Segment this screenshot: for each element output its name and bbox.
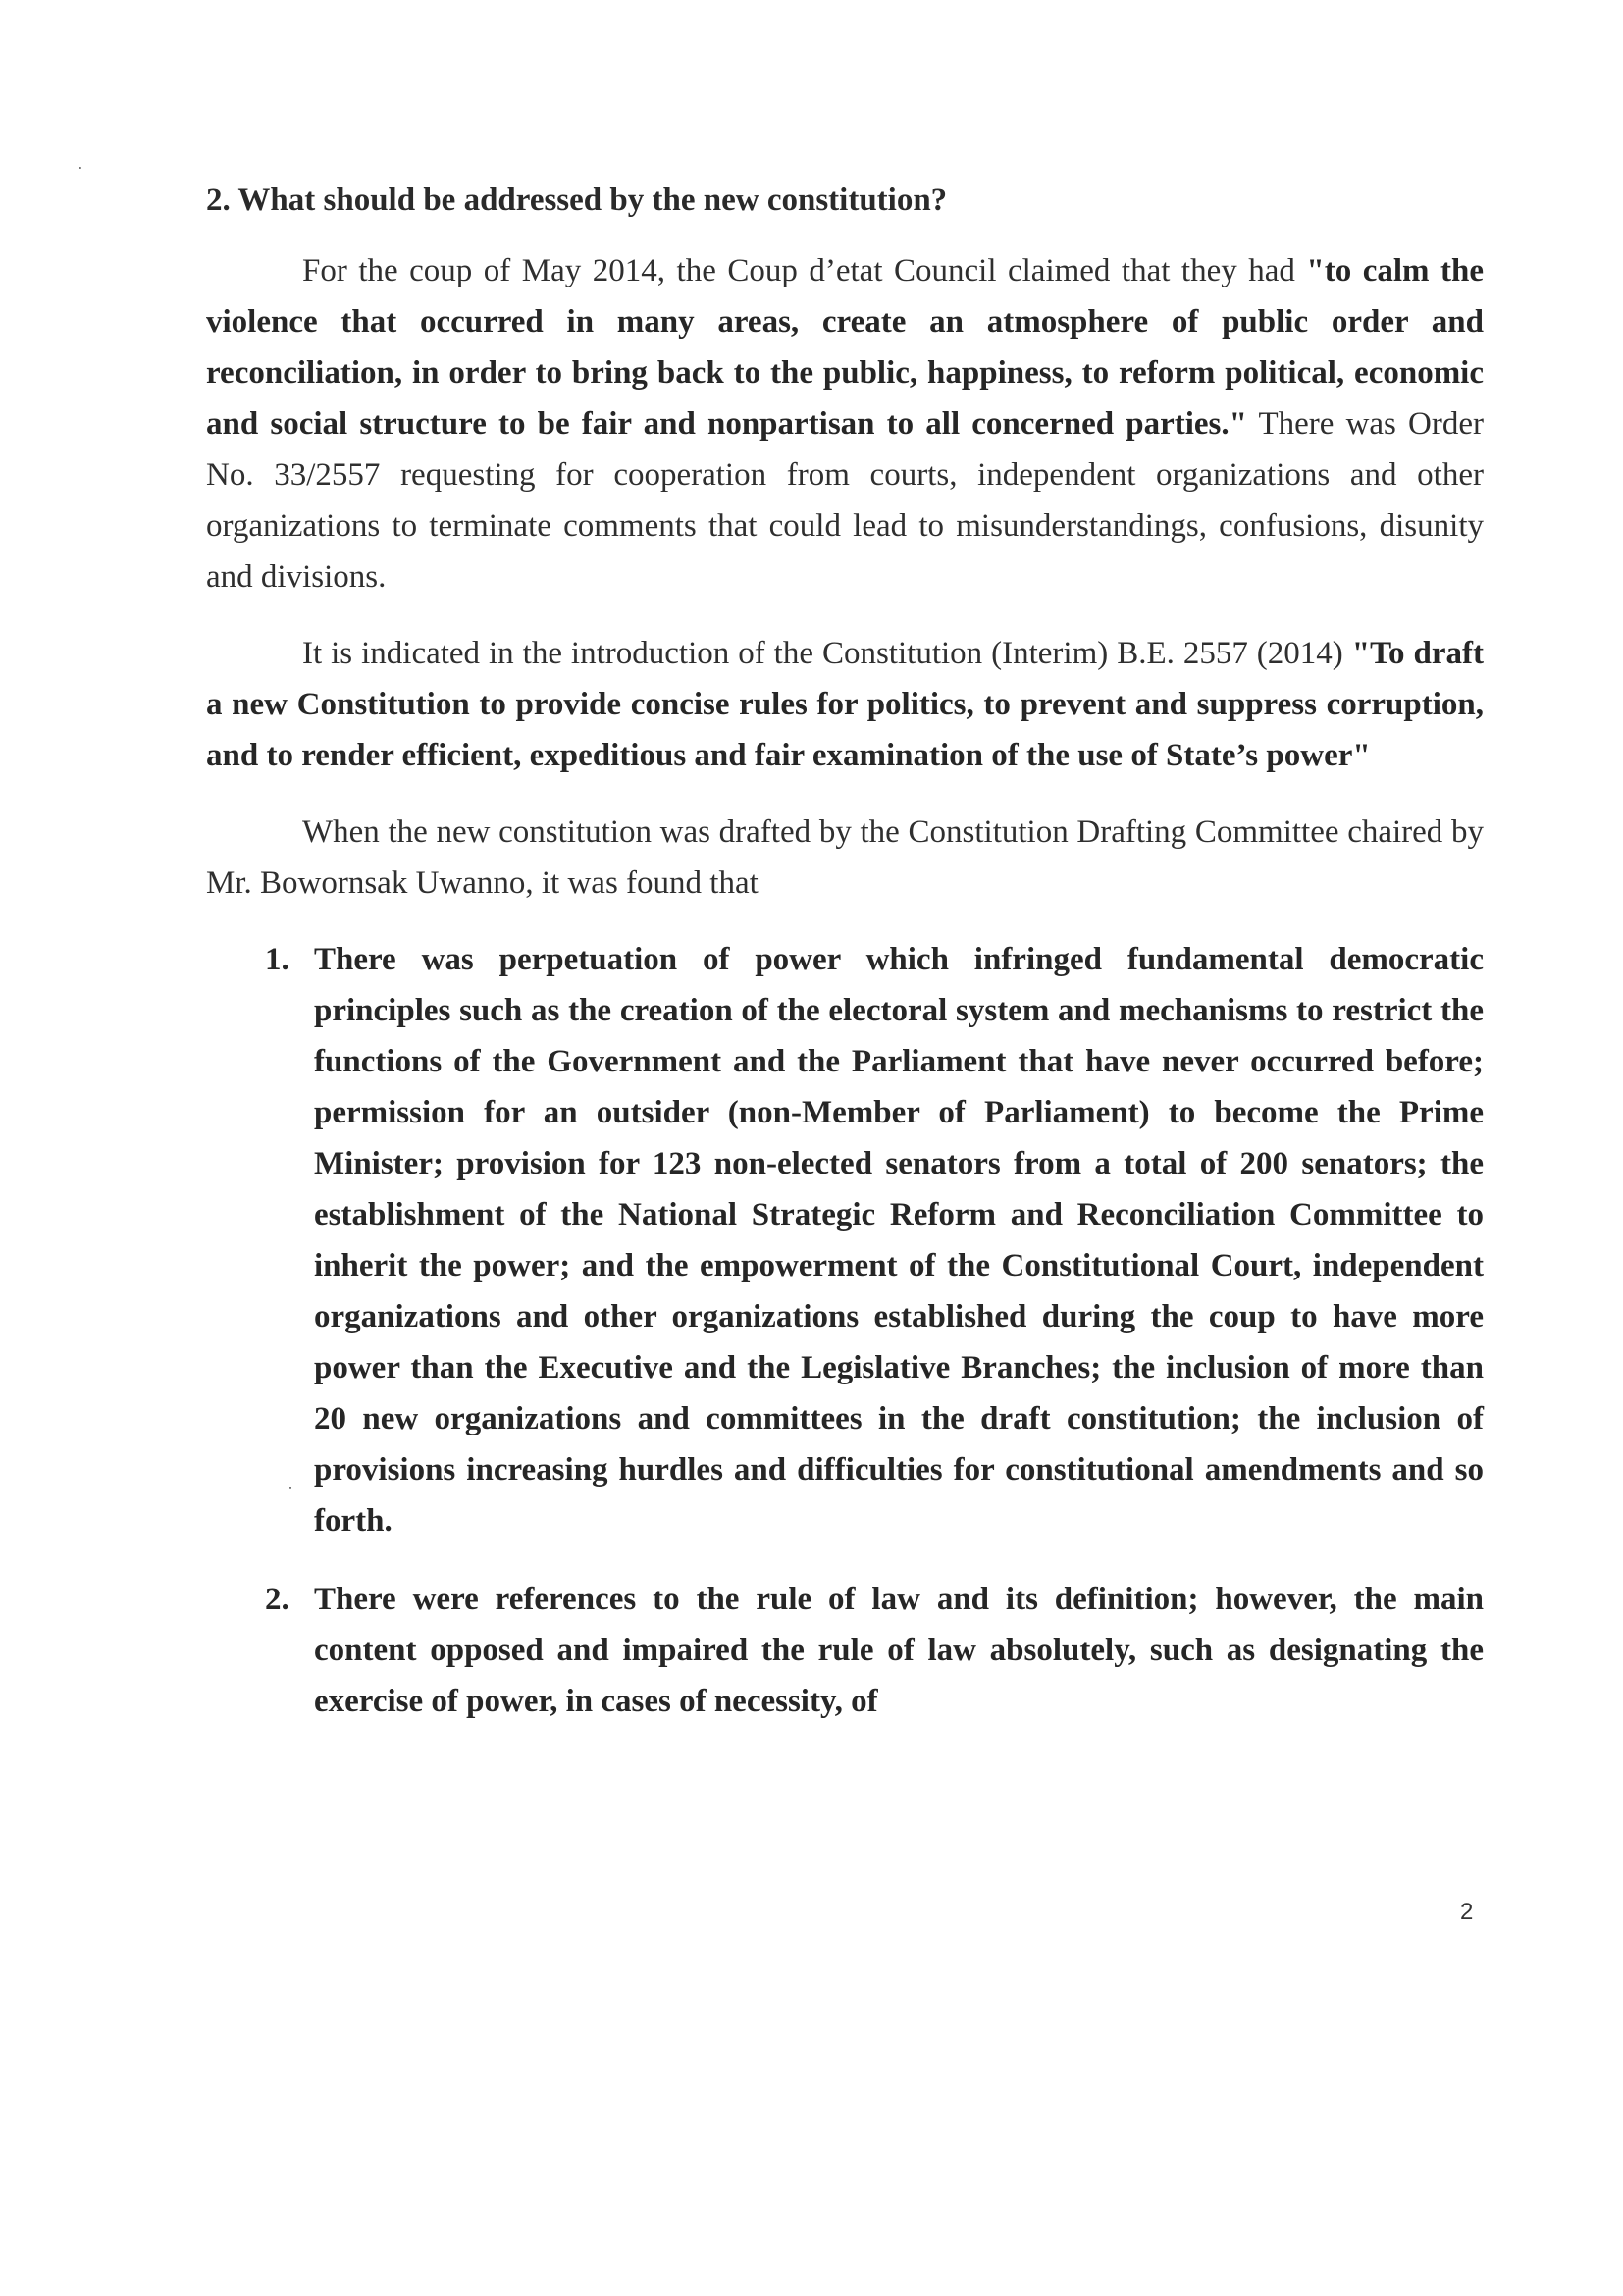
section-heading: 2. What should be addressed by the new constitution? (206, 183, 948, 218)
scan-speck (289, 1487, 291, 1489)
paragraph-text: It is indicated in the introduction of the Constitution (Interim) B.E. 2557 (2014) (302, 636, 1352, 671)
finding-text: There was perpetuation of power which infringed fundamental democratic principles such as the creation of the electoral system and mechanisms to restrict the functions of the Government and the Parliament that have never occurred before; permission for an outsider (non-Member of Parliament) to become the Prime Minister; provision for 123 non-elected senators from a total of 200 senators; the establishment of the National Strategic Reform and Reconciliation Committee to inherit the power; and the empowerment of the Constitutional Court, independent organizations and other organizations established during the coup to have more power than the Executive and the Legislative Branches; the inclusion of more than 20 new organizations and committees in the draft constitution; the inclusion of provisions increasing hurdles and difficulties for constitutional amendments and so forth. (314, 942, 1484, 1539)
quoted-introduction: "To draft a new Constitution to provide concise rules for politics, to prevent and suppress corruption, and to render efficient, expeditious and fair examination of the use of State’s power" (206, 636, 1484, 773)
finding-item (265, 934, 1484, 1546)
paragraph-text: For the coup of May 2014, the Coup d’etat Council claimed that they had (302, 253, 1307, 288)
paragraph-text: There was Order No. 33/2557 requesting for cooperation from courts, independent organizations and other organizations to terminate comments that could lead to misunderstandings, confusions, disunity and divisions. (206, 406, 1484, 595)
scan-speck (79, 167, 81, 169)
findings-list (206, 934, 1484, 1727)
page-number: 2 (1460, 1899, 1474, 1925)
paragraph-coup-claims (206, 245, 1484, 602)
quoted-claim: "to calm the violence that occurred in many areas, create an atmosphere of public order and reconciliation, in order to bring back to the public, happiness, to reform political, economic and social structure to be fair and nonpartisan to all concerned parties." (206, 253, 1484, 442)
paragraph-interim-constitution (206, 628, 1484, 781)
finding-item (265, 1574, 1484, 1727)
paragraph-drafting-committee: When the new constitution was drafted by the Constitution Drafting Committee chaired by Mr. Bowornsak Uwanno, it was found that (206, 814, 1484, 901)
finding-number: 1. (265, 942, 289, 977)
finding-text: There were references to the rule of law and its definition; however, the main content opposed and impaired the rule of law absolutely, such as designating the exercise of power, in cases of necessity, of (314, 1582, 1484, 1719)
finding-number: 2. (265, 1582, 289, 1617)
document-page (206, 175, 1484, 1754)
